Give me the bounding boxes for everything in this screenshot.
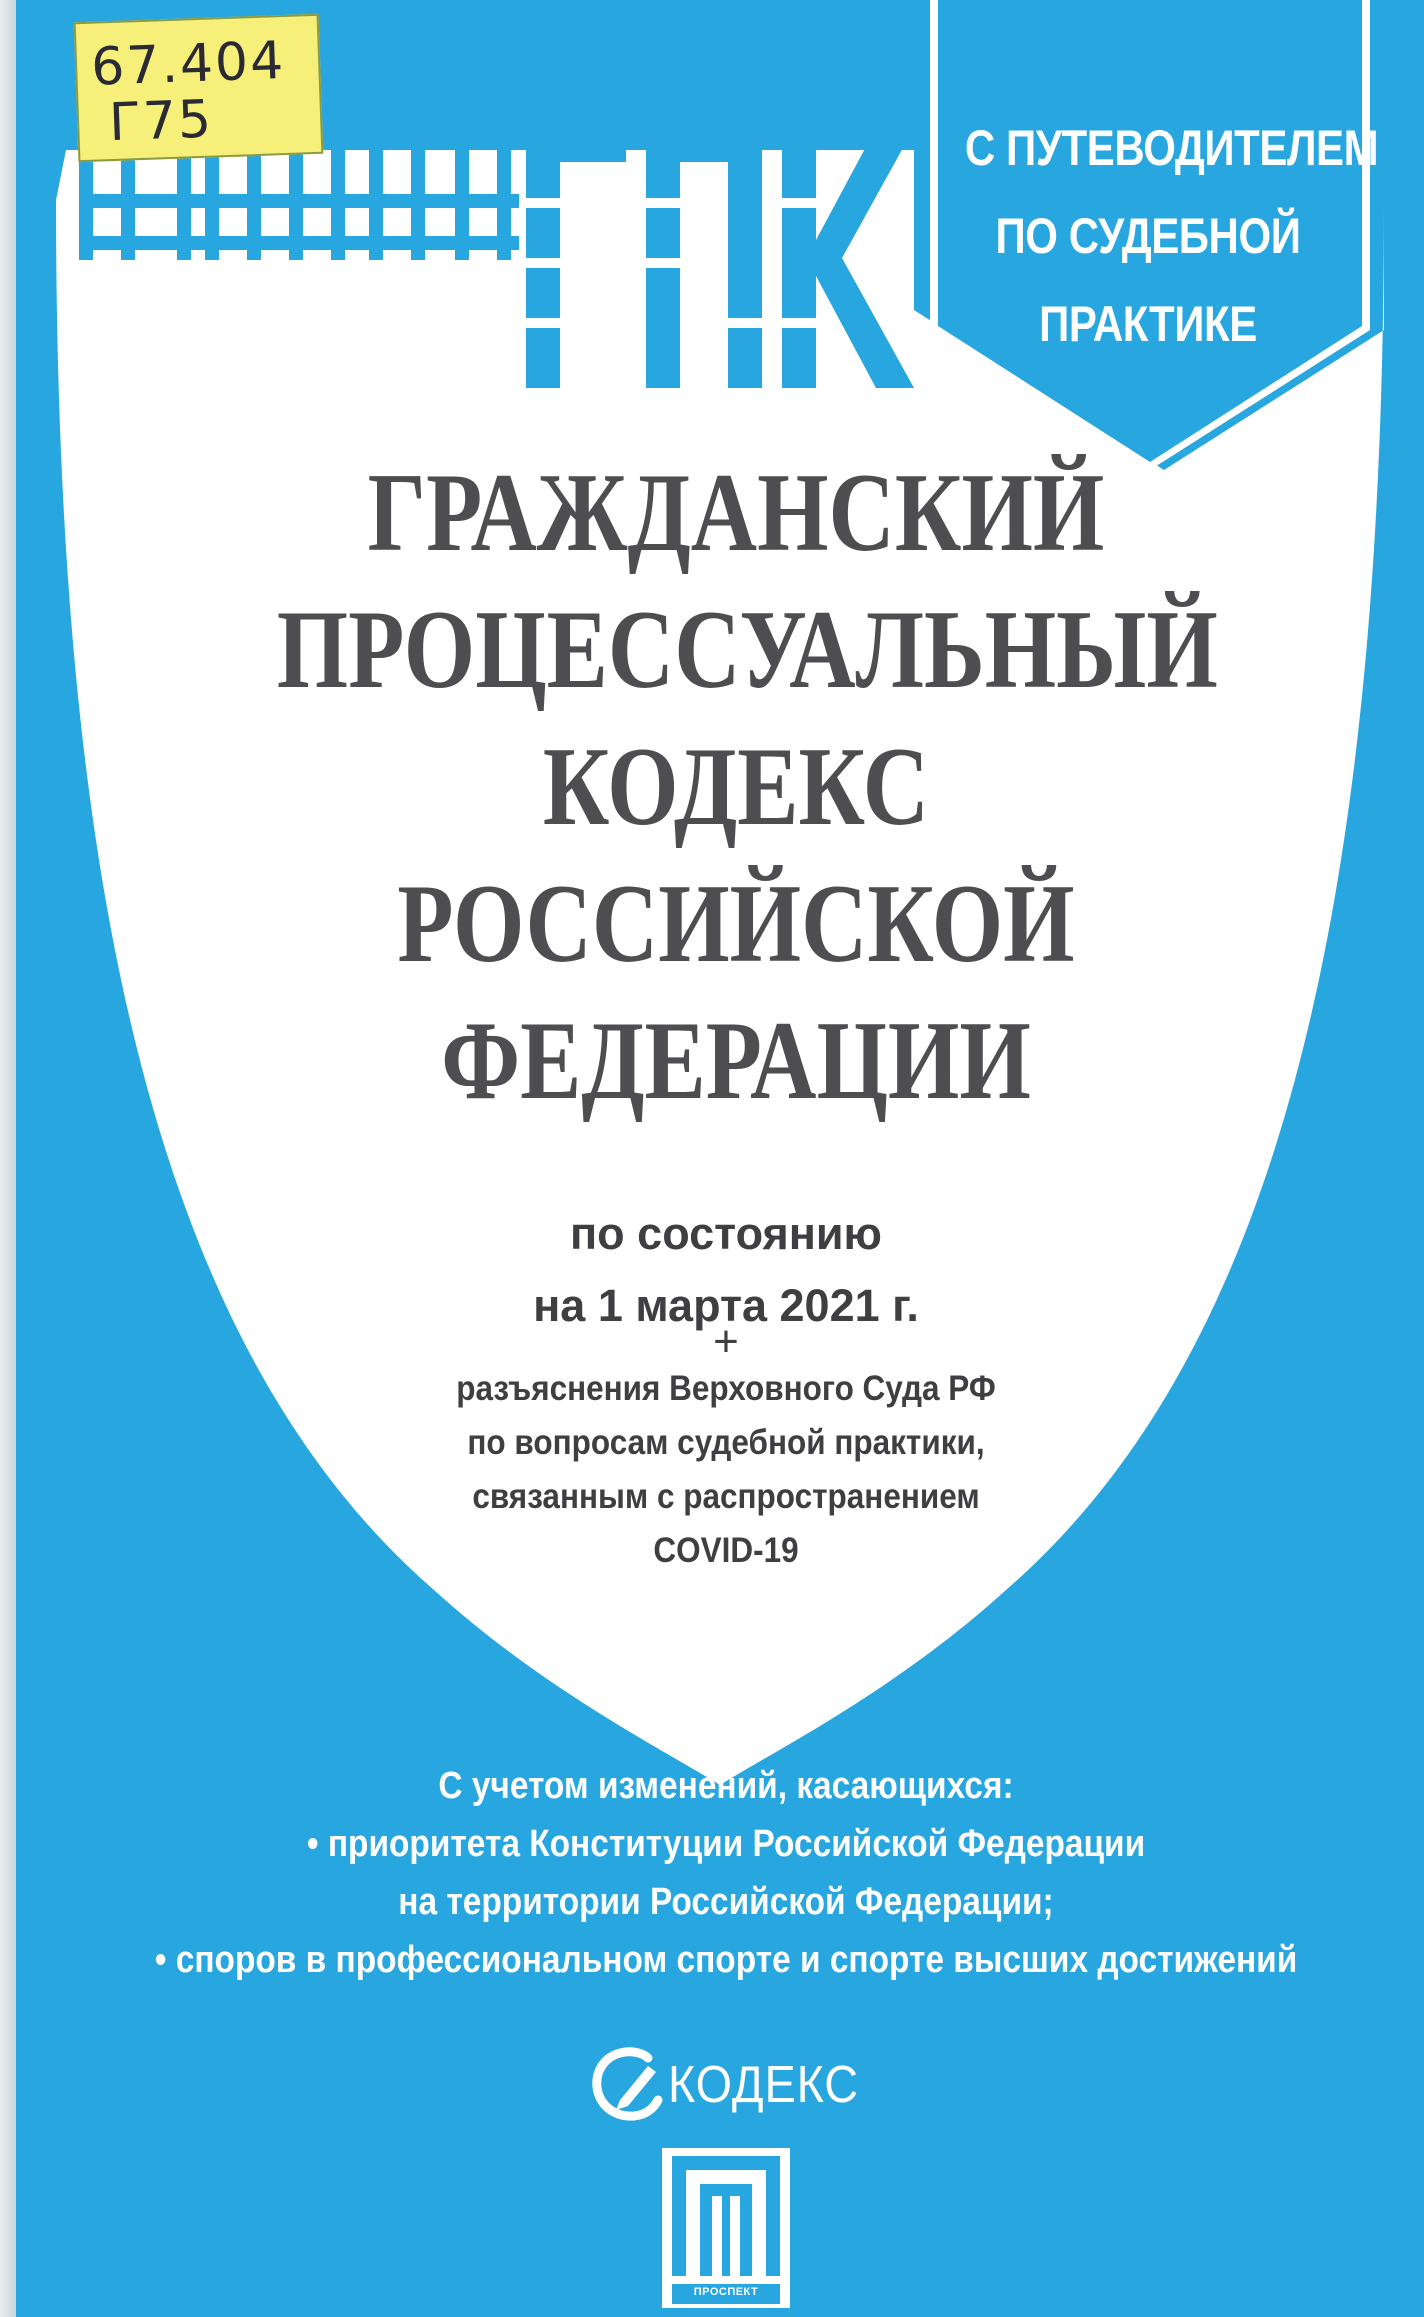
explain-line: разъяснения Верховного Суда РФ: [456, 1369, 996, 1408]
changes-line: на территории Российской Федерации;: [398, 1881, 1054, 1923]
state-line: на 1 марта 2021 г.: [533, 1280, 919, 1331]
changes-line: • споров в профессиональном спорте и спорте высших достижений: [154, 1939, 1298, 1981]
badge-line: ПРАКТИКЕ: [1039, 296, 1257, 352]
supreme-court-explanation: [326, 1362, 1126, 1578]
title-line: КОДЕКС: [542, 725, 930, 849]
kodeks-logo: [586, 2040, 886, 2130]
book-cover: [16, 0, 1424, 2317]
state-line: по состоянию: [570, 1208, 882, 1259]
cover-edge: [0, 0, 16, 2317]
sticker-code: Г75: [108, 89, 215, 154]
library-sticker: [74, 14, 324, 162]
decorative-bars: [79, 150, 519, 260]
title-line: РОССИЙСКОЙ: [397, 862, 1075, 986]
book-title: [176, 445, 1296, 1130]
changes-notice: [76, 1757, 1376, 1989]
badge-line: ПО СУДЕБНОЙ: [995, 208, 1301, 264]
title-line: ГРАЖДАНСКИЙ: [367, 451, 1105, 575]
publisher-name: ПРОСПЕКТ: [693, 2286, 759, 2298]
kodeks-logo-text: КОДЕКС: [668, 2056, 859, 2114]
badge-text: [964, 104, 1379, 368]
sticker-classification: 67.404: [90, 30, 287, 98]
changes-line: С учетом изменений, касающихся:: [438, 1765, 1014, 1807]
title-line: ФЕДЕРАЦИИ: [441, 999, 1031, 1123]
explain-line: связанным с распространением: [472, 1477, 980, 1516]
changes-line: • приоритета Конституции Российской Федерации: [306, 1823, 1146, 1865]
publisher-logo: [662, 2148, 790, 2308]
title-line: ПРОЦЕССУАЛЬНЫЙ: [276, 588, 1218, 712]
explain-line: COVID-19: [653, 1531, 799, 1570]
gpk-logo: [526, 128, 916, 398]
kodeks-emblem-icon: [586, 2040, 670, 2130]
plus-sign: +: [713, 1317, 739, 1366]
badge-line: С ПУТЕВОДИТЕЛЕМ: [964, 120, 1379, 176]
explain-line: по вопросам судебной практики,: [467, 1423, 985, 1462]
